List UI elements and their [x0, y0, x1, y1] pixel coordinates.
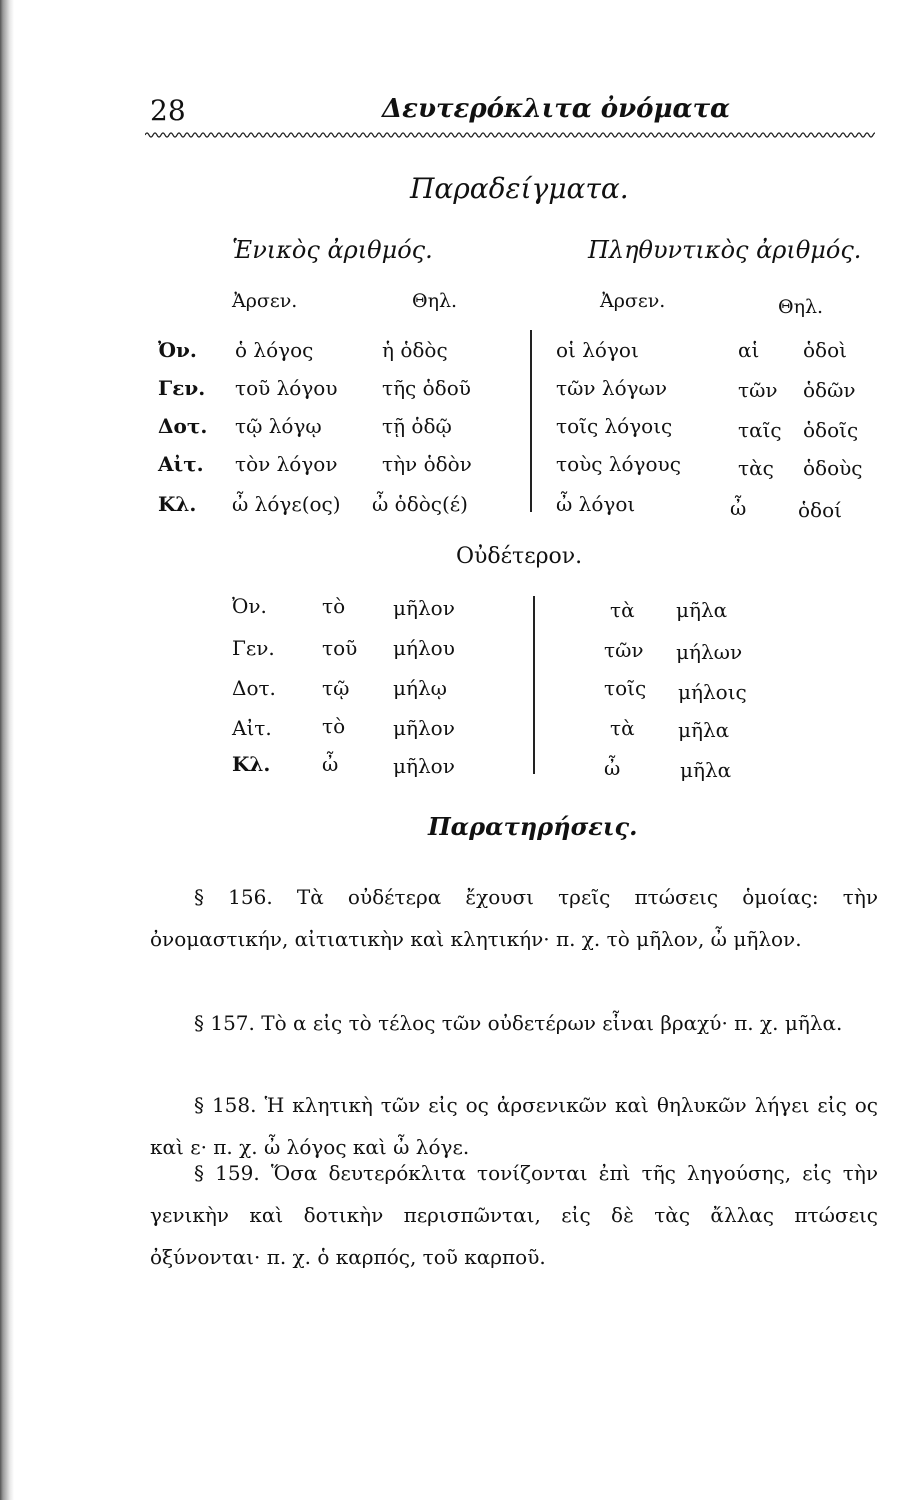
sg-article: τῷ: [322, 676, 350, 700]
singular-heading: Ἑνικὸς ἀριθμός.: [232, 236, 433, 264]
neuter-table-divider: [533, 596, 535, 774]
pl-masc-form: τοῖς λόγοις: [556, 414, 673, 438]
pl-fem-noun: ὁδοὺς: [803, 456, 863, 480]
pl-noun: μήλοις: [678, 680, 747, 704]
pl-fem-noun: ὁδῶν: [803, 378, 856, 402]
sg-masc-form: τῷ λόγῳ: [235, 414, 322, 438]
sg-noun: μήλῳ: [393, 676, 447, 700]
case-label: Γεν.: [158, 376, 206, 400]
table-divider: [530, 330, 532, 512]
sg-fem-form: τῆς ὁδοῦ: [382, 376, 471, 400]
case-label: Αἰτ.: [232, 716, 272, 740]
sg-fem-form: ὦ ὁδὸς(έ): [372, 492, 468, 516]
pl-fem-article: τῶν: [738, 378, 778, 402]
pl-article: τῶν: [604, 638, 644, 662]
sg-article: τοῦ: [322, 636, 358, 660]
pl-masc-form: τῶν λόγων: [556, 376, 668, 400]
case-label: Κλ.: [158, 492, 197, 516]
subhead-sg-masc: Ἀρσεν.: [232, 290, 298, 312]
pl-fem-article: ταῖς: [738, 418, 782, 442]
paragraph-number: § 158.: [194, 1093, 257, 1117]
paragraph-156: [150, 876, 878, 960]
pl-masc-form: τοὺς λόγους: [556, 452, 681, 476]
pl-fem-noun: ὁδοῖς: [803, 418, 859, 442]
sg-article: ὦ: [322, 752, 339, 776]
header-wavy-rule: [145, 130, 875, 140]
pl-noun: μήλων: [676, 640, 743, 664]
case-label: Κλ.: [232, 752, 271, 776]
case-label: Δοτ.: [158, 414, 208, 438]
case-label: Δοτ.: [232, 676, 276, 700]
pl-fem-noun: ὁδοὶ: [803, 338, 847, 362]
pl-article: τὰ: [610, 716, 635, 740]
sg-noun: μῆλον: [393, 754, 455, 778]
page-edge-shadow: [0, 0, 14, 1500]
sg-noun: μῆλον: [393, 716, 455, 740]
subhead-sg-fem: Θηλ.: [412, 290, 458, 312]
section-title: Παραδείγματα.: [410, 172, 629, 205]
sg-fem-form: τὴν ὁδὸν: [382, 452, 472, 476]
paragraph-text: Τὸ α εἰς τὸ τέλος τῶν οὐδετέρων εἶναι βραχύ· π. χ. μῆλα.: [261, 1011, 843, 1035]
case-label: Αἰτ.: [158, 452, 204, 476]
pl-article: ὦ: [604, 756, 621, 780]
pl-fem-article: αἱ: [738, 338, 760, 362]
pl-noun: μῆλα: [676, 598, 728, 622]
pl-fem-article: τὰς: [738, 456, 774, 480]
paragraph-157: [150, 1002, 878, 1044]
pl-article: τὰ: [610, 598, 635, 622]
paragraph-number: § 156.: [194, 885, 273, 909]
pl-noun: μῆλα: [680, 758, 732, 782]
pl-article: τοῖς: [604, 676, 647, 700]
sg-masc-form: τοῦ λόγου: [235, 376, 338, 400]
sg-masc-form: ὁ λόγος: [235, 338, 314, 362]
case-label: Ὀν.: [232, 594, 267, 618]
paragraph-text: Ὅσα δευτερόκλιτα τονίζονται ἐπὶ τῆς ληγούσης, εἰς τὴν γενικὴν καὶ δοτικὴν περισπῶνται, εἰς δὲ τὰς ἄλλας πτώσεις ὀξύνονται· π. χ. ὁ καρπός, τοῦ καρποῦ.: [150, 1161, 878, 1269]
sg-fem-form: ἡ ὁδὸς: [382, 338, 448, 362]
pl-noun: μῆλα: [678, 718, 730, 742]
sg-fem-form: τῇ ὁδῷ: [382, 414, 452, 438]
subhead-pl-masc: Ἀρσεν.: [600, 290, 666, 312]
pl-masc-form: οἱ λόγοι: [556, 338, 639, 362]
sg-article: τὸ: [322, 594, 346, 618]
sg-masc-form: ὦ λόγε(ος): [232, 492, 341, 516]
case-label: Ὀν.: [158, 338, 197, 362]
sg-masc-form: τὸν λόγον: [235, 452, 338, 476]
page-number: 28: [150, 94, 186, 127]
subhead-pl-fem: Θηλ.: [778, 296, 824, 318]
paragraph-text: Ἡ κλητικὴ τῶν εἰς ος ἀρσενικῶν καὶ θηλυκῶν λήγει εἰς ος καὶ ε· π. χ. ὦ λόγος καὶ ὦ λόγε.: [150, 1093, 879, 1159]
paragraph-159: [150, 1152, 878, 1278]
plural-heading: Πληθυντικὸς ἀριθμός.: [588, 236, 862, 264]
running-title: Δευτερόκλιτα ὀνόματα: [382, 94, 731, 124]
sg-article: τὸ: [322, 714, 346, 738]
paragraph-text: Τὰ οὐδέτερα ἔχουσι τρεῖς πτώσεις ὁμοίας: τὴν ὀνομαστικήν, αἰτιατικὴν καὶ κλητικήν· π. χ. τὸ μῆλον, ὦ μῆλον.: [150, 885, 879, 951]
sg-noun: μήλου: [393, 636, 455, 660]
sg-noun: μῆλον: [393, 596, 455, 620]
pl-fem-article: ὦ: [730, 496, 747, 520]
remarks-title: Παρατηρήσεις.: [428, 812, 638, 841]
case-label: Γεν.: [232, 636, 275, 660]
neuter-title: Οὐδέτερον.: [456, 544, 583, 569]
paragraph-number: § 157.: [194, 1011, 255, 1035]
pl-masc-form: ὦ λόγοι: [556, 492, 636, 516]
pl-fem-noun: ὁδοί: [798, 498, 842, 522]
paragraph-number: § 159.: [194, 1161, 260, 1185]
